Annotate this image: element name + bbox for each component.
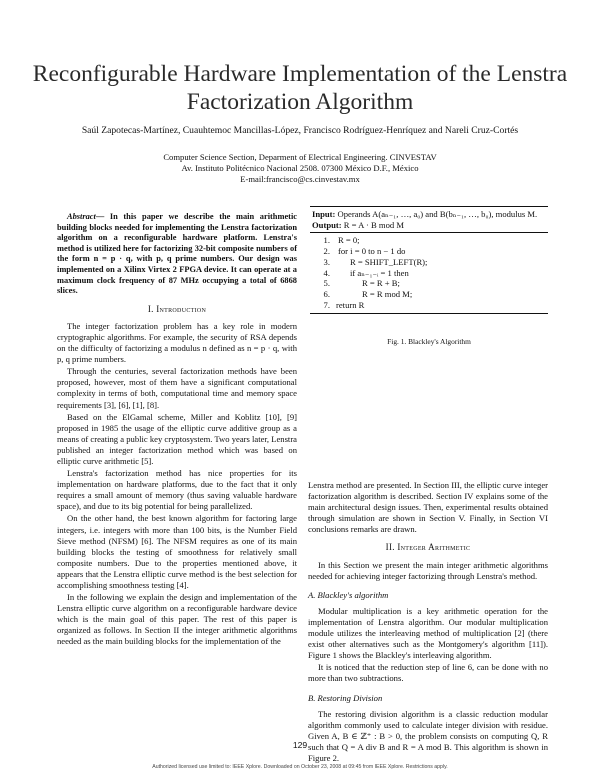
subsection-heading-blackley: A. Blackley's algorithm [308,589,389,600]
algorithm-line [312,300,548,311]
paragraph: Modular multiplication is a key arithmetic operation for the implementation of Lenstra algorithm. Our modular multiplication module utilizes the interleaving method of multiplication [2] (there exist other alternatives such as the Montgomery's algorithm [11]). Figure 1 shows the Blackley's interleaving algorithm. [308,605,548,661]
algorithm-line [312,246,548,257]
line-number: 6. [323,288,330,299]
algorithm-line [312,257,548,268]
abstract [57,212,297,297]
line-text: R = R + B; [362,278,400,289]
affiliation-email: E-mail:francisco@cs.cinvestav.mx [240,174,360,184]
algorithm-lines [310,233,548,313]
left-column [57,212,297,648]
algorithm-box [310,206,548,314]
line-number: 1. [323,235,330,246]
algorithm-output [312,220,548,231]
paragraph: The integer factorization problem has a key role in modern cryptographic algorithms. For example, the security of RSA depends on the difficulty of factorizing a modulus n defined as n = p · q, with p, q prime numbers. [57,320,297,365]
input-text: Operands A(aₙ₋₁, …, a₀) and B(bₙ₋₁, …, b₀), modulus M. [335,209,538,219]
line-text: R = SHIFT_LEFT(R); [350,256,428,267]
subsection-heading-restoring-division: B. Restoring Division [308,692,383,703]
abstract-text: — In this paper we describe the main arithmetic building blocks needed for implementing the Lenstra factorization algorithm on a reconfigurable hardware platform. Lenstra's method is utilized here for factorizing 32-bit composite numbers of the form n = p · q, with p, q prime numbers. Our design was implemented on a Xilinx Virtex 2 FPGA device. It can operate at a maximum clock frequency of 87 MHz occupying a total of 6868 slices. [57,212,297,296]
line-text: if aₙ₋₁₋ᵢ = 1 then [350,267,409,278]
line-number: 4. [323,267,330,278]
line-number: 3. [323,256,330,267]
input-label: Input: [312,209,336,219]
algorithm-line [312,268,548,279]
affiliation-line: Av. Instituto Politécnico Nacional 2508. 07300 México D.F., México [181,163,419,173]
line-text: for i = 0 to n − 1 do [338,246,406,257]
paragraph: In the following we explain the design and implementation of the Lenstra elliptic curve algorithm on a reconfigurable hardware device which is the main goal of this paper. The rest of this paper is organized as follows. In Section II the integer arithmetic algorithms needed as the main building blocks for the implementation of the [57,592,297,647]
right-column [308,480,548,764]
section-heading-integer-arithmetic: II. Integer Arithmetic [385,542,471,553]
paragraph: The restoring division algorithm is a classic reduction modular algorithm commonly used to calculate integer division with residue. Given A, B ∈ ℤ⁺ : B > 0, the problem consists on computing Q, R such that Q = A div B and R = A mod B. This algorithm is shown in Figure 2. [308,708,548,763]
abstract-label: Abstract [67,212,96,221]
paragraph: Based on the ElGamal scheme, Miller and Koblitz [10], [9] proposed in 1985 the usage of the elliptic curve additive group as a means of creating a public key cryptosystem. Two years later, Lenstra published an integer factorization method which was based on elliptic curve arithmetic [5]. [57,411,297,466]
output-label: Output: [312,219,342,230]
paragraph: Through the centuries, several factorization methods have been proposed, however, most of them have a significant computational complexity in terms of both, computational time and memory space requirements [3], [6], [1], [8]. [57,366,297,410]
paragraph: It is noticed that the reduction step of line 6, can be done with no more than two subtractions. [308,662,548,684]
page-number: 129 [292,740,308,750]
paragraph: On the other hand, the best known algorithm for factoring large integers, i.e. integers with more than 100 bits, is the Number Field Sieve method (NFSM) [6]. The NFSM requires as one of its main building blocks the testing of smoothness for relatively small composite numbers. Due to the properties mentioned above, it appears that the Lenstra elliptic curve method is the best selection for accomplishing smoothness testing [4]. [57,513,297,590]
algorithm-line [312,235,548,246]
figure-caption: Fig. 1. Blackley's Algorithm [387,337,471,346]
line-text: return R [336,299,365,310]
affiliation [60,152,540,185]
line-number: 7. [323,299,330,310]
line-number: 5. [323,278,330,289]
affiliation-line: Computer Science Section, Deparment of Electrical Engineering. CINVESTAV [163,152,437,162]
paragraph: In this Section we present the main integer arithmetic algorithms needed for achieving integer factorizing through Lenstra's method. [308,559,548,581]
algorithm-line [312,289,548,300]
rule-bottom [310,313,548,314]
section-heading-introduction: I. Introduction [147,303,207,314]
output-text: R = A · B mod M [341,219,404,230]
algorithm-input [312,209,548,220]
line-text: R = 0; [338,235,360,246]
paper-title: Reconfigurable Hardware Implementation of the Lenstra Factorization Algorithm [32,61,568,115]
line-number: 2. [323,246,330,257]
line-text: R = R mod M; [362,288,413,299]
paragraph: Lenstra method are presented. In Section III, the elliptic curve integer factorization algorithm is described. Section IV explains some of the main architectural design issues. Then, experimental results obtained through simulation are shown in Section V. Finally, in Section VI conclusions remarks are drawn. [308,480,548,535]
author-list: Saúl Zapotecas-Martínez, Cuauhtemoc Mancillas-López, Francisco Rodríguez-Henríquez and Nareli Cruz-Cortés [81,125,519,136]
paragraph: Lenstra's factorization method has nice properties for its implementation on hardware platforms, due to the fact that it only requires a small amount of memory (thus saving valuable hardware space), and due to its big potential for being parallelized. [57,468,297,512]
algorithm-header [310,207,548,232]
algorithm-line [312,278,548,289]
footer-notice: Authorized licensed use limited to: IEEE Xplore. Downloaded on October 23, 2008 at 09:45 from IEEE Xplore. Restrictions apply. [152,764,448,770]
